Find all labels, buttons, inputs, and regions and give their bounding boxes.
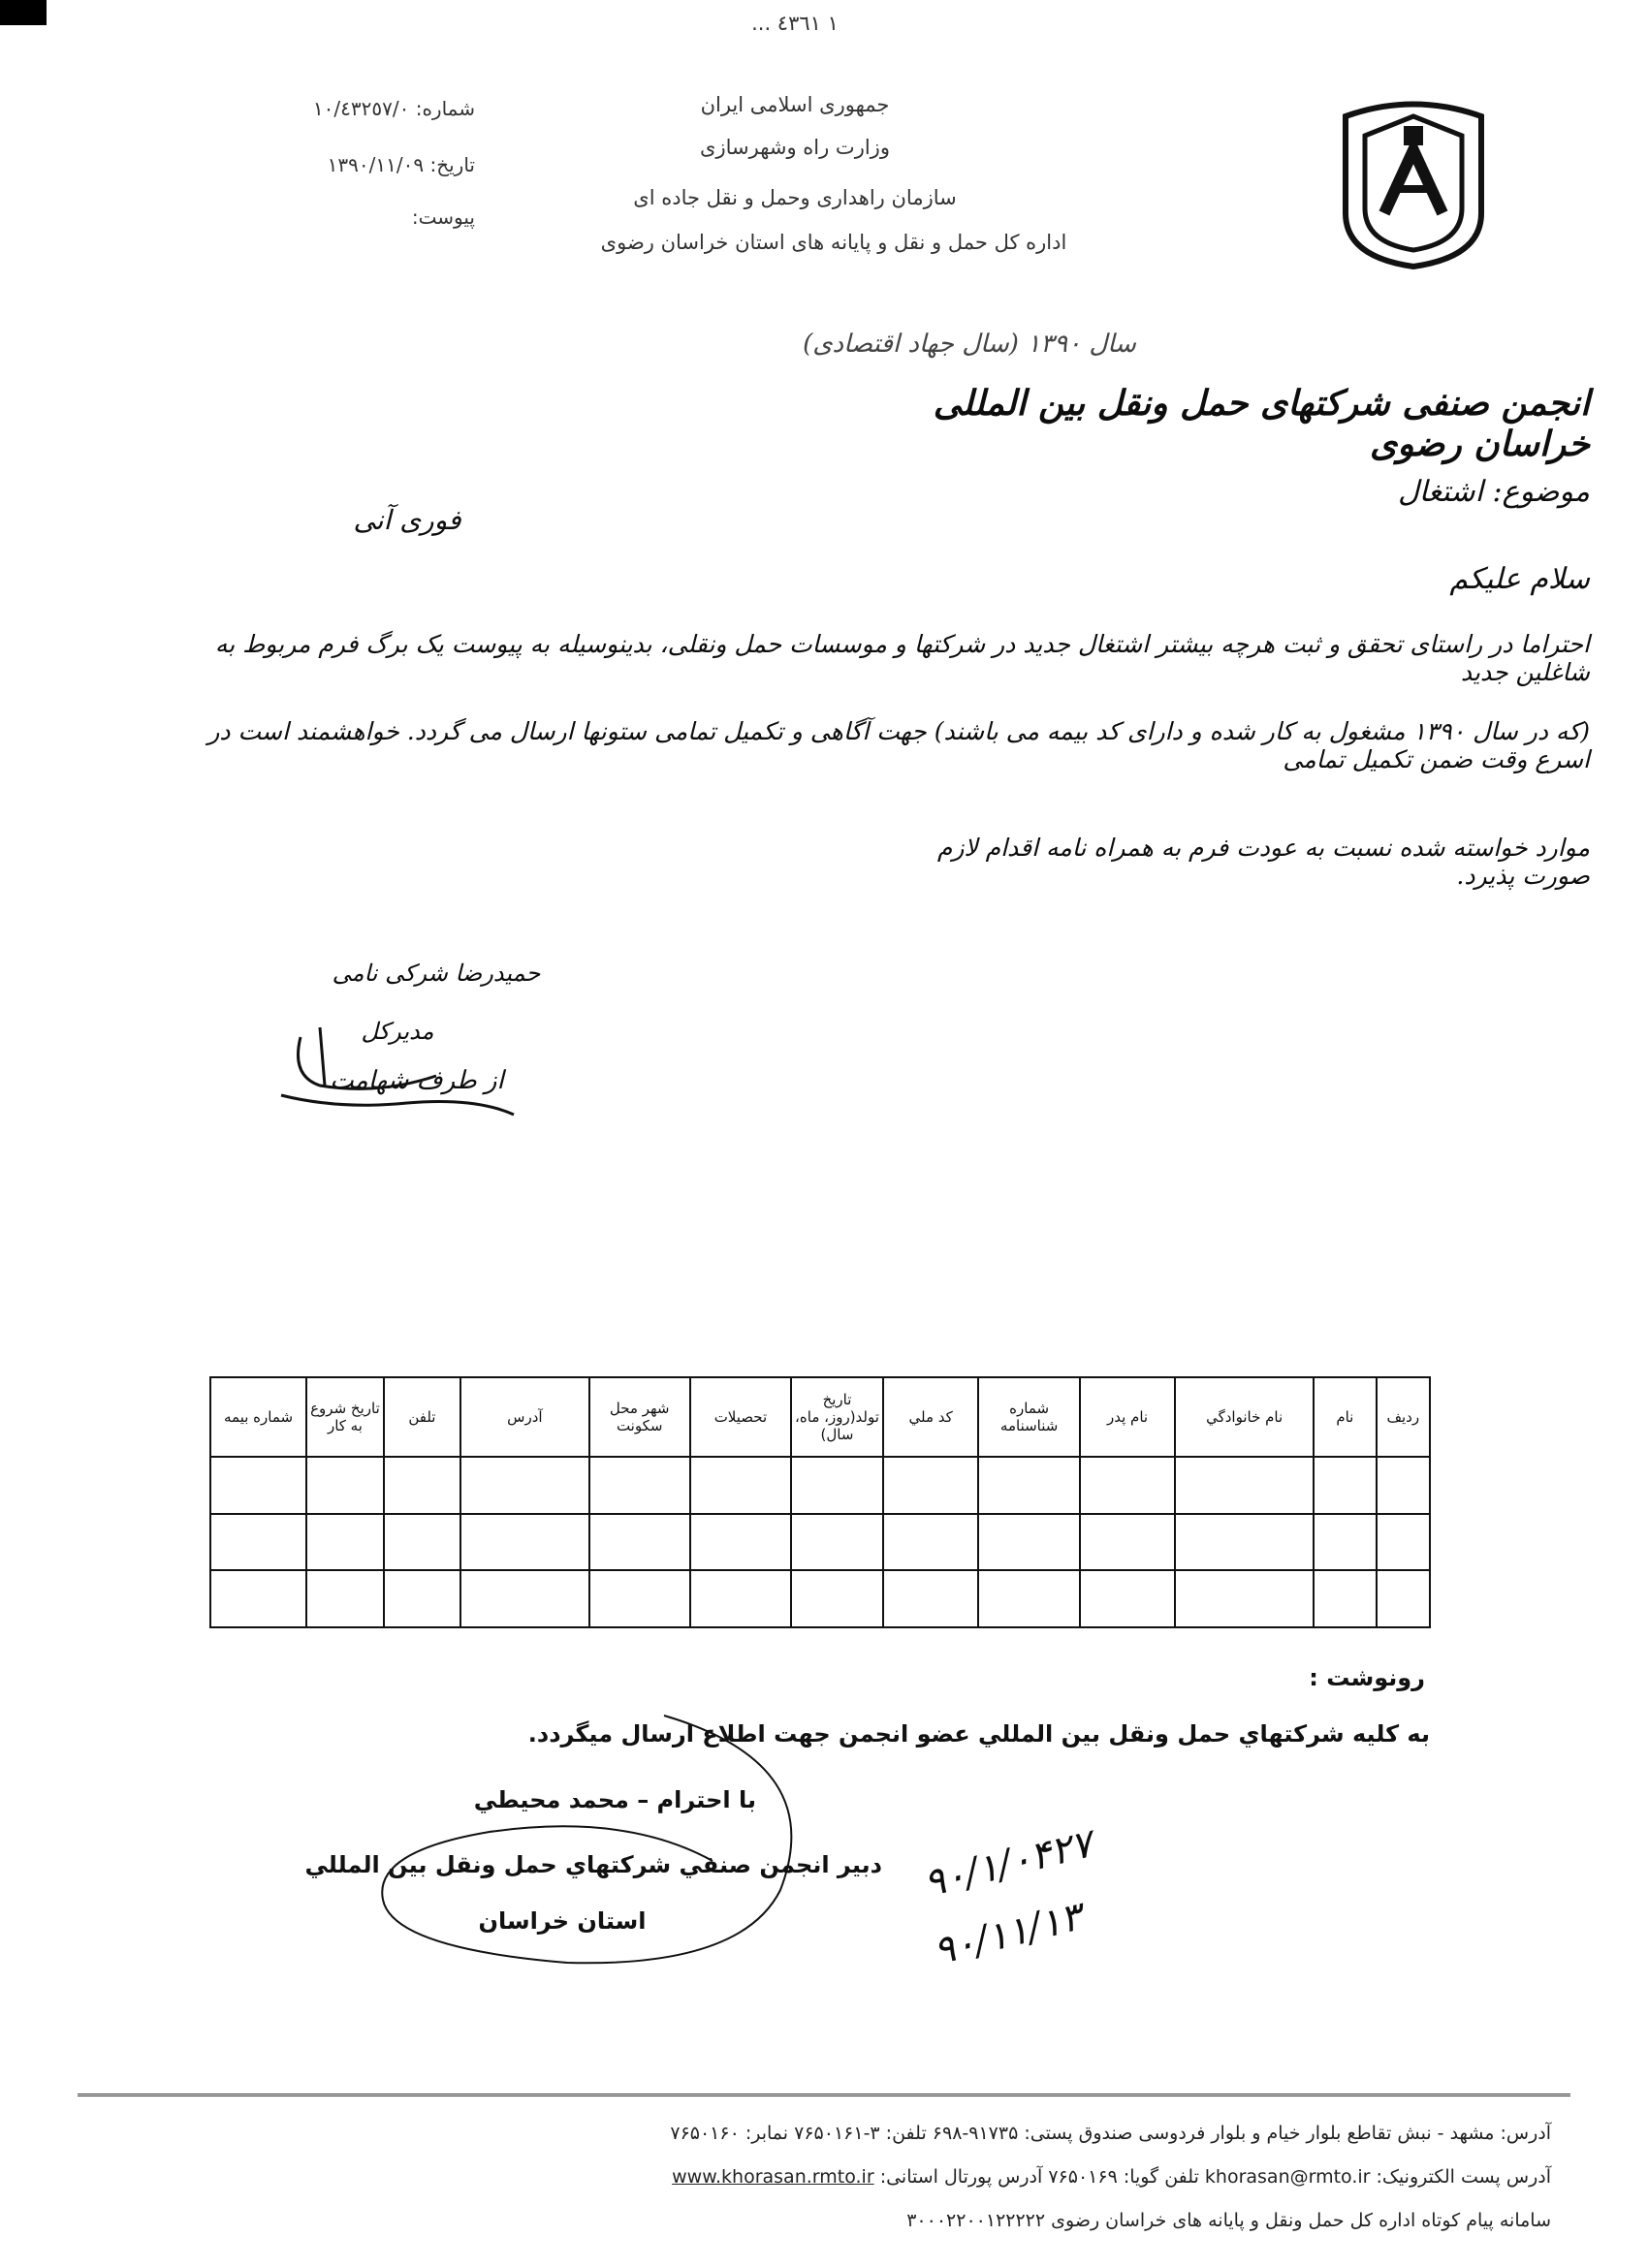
table-cell	[589, 1570, 690, 1627]
table-cell	[791, 1514, 883, 1571]
letter-number	[233, 97, 475, 120]
table-cell	[384, 1514, 460, 1571]
body-line-1: احتراما در راستای تحقق و ثبت هرچه بیشتر اشتغال جدید در شرکتها و موسسات حمل ونقلی، بدینوسیله به پیوست یک برگ فرم مربوط به شاغلین جدید	[214, 630, 1590, 686]
hand-register-number: ۹۰/۱/۰۴۲۷	[919, 1821, 1097, 1906]
col-id-number: شماره شناسنامه	[978, 1377, 1080, 1457]
table-cell	[883, 1570, 978, 1627]
date-value: ١٣٩٠/١١/٠٩	[327, 153, 425, 176]
position-line-1: دبير انجمن صنفي شرکتهاي حمل ونقل بين المللي	[304, 1851, 882, 1878]
signature-scribble	[262, 1018, 533, 1124]
cc-signature-loop	[373, 1706, 829, 1977]
footer-address: آدرس: مشهد - نبش تقاطع بلوار خیام و بلوار فردوسی صندوق پستی: ۹۱۷۳۵-۶۹۸ تلفن: ۳-۷۶۵۰۱۶۱ نمابر: ۷۶۵۰۱۶۰	[670, 2123, 1551, 2144]
table-row	[210, 1514, 1430, 1571]
table-cell	[1314, 1457, 1376, 1514]
table-cell	[690, 1457, 791, 1514]
signer-name: حمیدرضا شرکی نامی	[332, 960, 541, 987]
position-line-2: استان خراسان	[478, 1907, 647, 1935]
portal-link[interactable]: www.khorasan.rmto.ir	[672, 2166, 874, 2188]
table-cell	[791, 1570, 883, 1627]
table-cell	[978, 1570, 1080, 1627]
table-cell	[1175, 1570, 1314, 1627]
table-cell	[384, 1457, 460, 1514]
table-cell	[883, 1514, 978, 1571]
table-cell	[791, 1457, 883, 1514]
table-cell	[1314, 1570, 1376, 1627]
table-cell	[978, 1514, 1080, 1571]
cc-label: رونوشت :	[1309, 1664, 1425, 1691]
table-cell	[1175, 1457, 1314, 1514]
number-value: ١٠/٤٣٢٥٧/٠	[312, 97, 410, 120]
table-cell	[210, 1457, 306, 1514]
organization-line: سازمان راهداری وحمل و نقل جاده ای	[633, 186, 957, 209]
col-residence-city: شهر محل سکونت	[589, 1377, 690, 1457]
date-label: تاریخ:	[429, 153, 475, 176]
table-cell	[460, 1570, 589, 1627]
number-label: شماره:	[415, 97, 475, 120]
table-cell	[384, 1570, 460, 1627]
recipient: انجمن صنفی شرکتهای حمل ونقل بین المللی خراسان رضوی	[933, 383, 1590, 464]
republic-line: جمهوری اسلامی ایران	[700, 93, 890, 116]
table-cell	[460, 1457, 589, 1514]
table-cell	[306, 1514, 384, 1571]
hand-register-date: ۹۰/۱۱/۱۳	[929, 1894, 1087, 1974]
footer-contact-text: آدرس پست الکترونیک: khorasan@rmto.ir تلفن گویا: ۷۶۵۰۱۶۹ آدرس پورتال استانی:	[873, 2166, 1551, 2188]
table-cell	[1080, 1570, 1175, 1627]
col-address: آدرس	[460, 1377, 589, 1457]
table-cell	[210, 1570, 306, 1627]
top-label: ... ١ ٤٣٦١	[751, 12, 839, 35]
year-slogan: سال ۱۳۹۰ (سال جهاد اقتصادی)	[803, 330, 1136, 359]
col-phone: تلفن	[384, 1377, 460, 1457]
footer-rule	[78, 2094, 1570, 2096]
table-cell	[1175, 1514, 1314, 1571]
letter-date	[233, 153, 475, 176]
table-row	[210, 1457, 1430, 1514]
table-cell	[1314, 1514, 1376, 1571]
table-cell	[1080, 1457, 1175, 1514]
col-first-name: نام	[1314, 1377, 1376, 1457]
table-cell	[978, 1457, 1080, 1514]
table-cell	[690, 1514, 791, 1571]
table-cell	[210, 1514, 306, 1571]
footer-contact	[97, 2166, 1551, 2188]
regards-line: با احترام – محمد محيطي	[473, 1786, 756, 1813]
body-line-2: (که در سال ۱۳۹۰ مشغول به کار شده و دارای کد بیمه می باشند) جهت آگاهی و تکمیل تمامی ستونها ارسال می گردد. خواهشمند است در اسرع وقت ضمن تکمیل تمامی	[207, 717, 1590, 773]
scan-corner-mark	[0, 0, 47, 25]
ministry-line: وزارت راه وشهرسازی	[700, 136, 890, 159]
signer-on-behalf: از طرف شهامت	[330, 1066, 504, 1095]
table-header-row	[210, 1377, 1430, 1457]
table-cell	[306, 1570, 384, 1627]
col-father-name: نام پدر	[1080, 1377, 1175, 1457]
table-cell	[460, 1514, 589, 1571]
table-cell	[883, 1457, 978, 1514]
greeting: سلام علیکم	[1449, 562, 1590, 596]
col-national-code: کد ملي	[883, 1377, 978, 1457]
table-row	[210, 1570, 1430, 1627]
col-last-name: نام خانوادگي	[1175, 1377, 1314, 1457]
employee-form-table	[209, 1376, 1431, 1628]
table-cell	[1377, 1570, 1430, 1627]
table-cell	[589, 1457, 690, 1514]
body-line-3: موارد خواسته شده نسبت به عودت فرم به همراه نامه اقدام لازم صورت پذیرد.	[936, 834, 1590, 890]
attachment-label: پیوست:	[411, 205, 475, 229]
subject: موضوع: اشتغال	[1397, 475, 1590, 509]
table-cell	[1377, 1514, 1430, 1571]
table-cell	[690, 1570, 791, 1627]
footer-sms: سامانه پیام کوتاه اداره کل حمل ونقل و پایانه های خراسان رضوی ۳۰۰۰۲۲۰۰۱۲۲۲۲۲	[906, 2210, 1551, 2231]
table-cell	[1080, 1514, 1175, 1571]
col-insurance-number: شماره بيمه	[210, 1377, 306, 1457]
col-birth-date: تاریخ تولد(روز، ماه، سال)	[791, 1377, 883, 1457]
col-education: تحصيلات	[690, 1377, 791, 1457]
ministry-logo-icon	[1336, 97, 1491, 271]
col-row-number: ردیف	[1377, 1377, 1430, 1457]
table-cell	[306, 1457, 384, 1514]
table-cell	[589, 1514, 690, 1571]
department-line: اداره کل حمل و نقل و پایانه های استان خراسان رضوی	[600, 231, 1067, 254]
urgency-note: فوری آنی	[353, 504, 461, 536]
cc-text: به کليه شرکتهاي حمل ونقل بين المللي عضو انجمن جهت اطلاع ارسال ميگردد.	[527, 1720, 1430, 1748]
table-cell	[1377, 1457, 1430, 1514]
signer-title: مدیرکل	[361, 1018, 434, 1045]
col-start-date: تاريخ شروع به کار	[306, 1377, 384, 1457]
